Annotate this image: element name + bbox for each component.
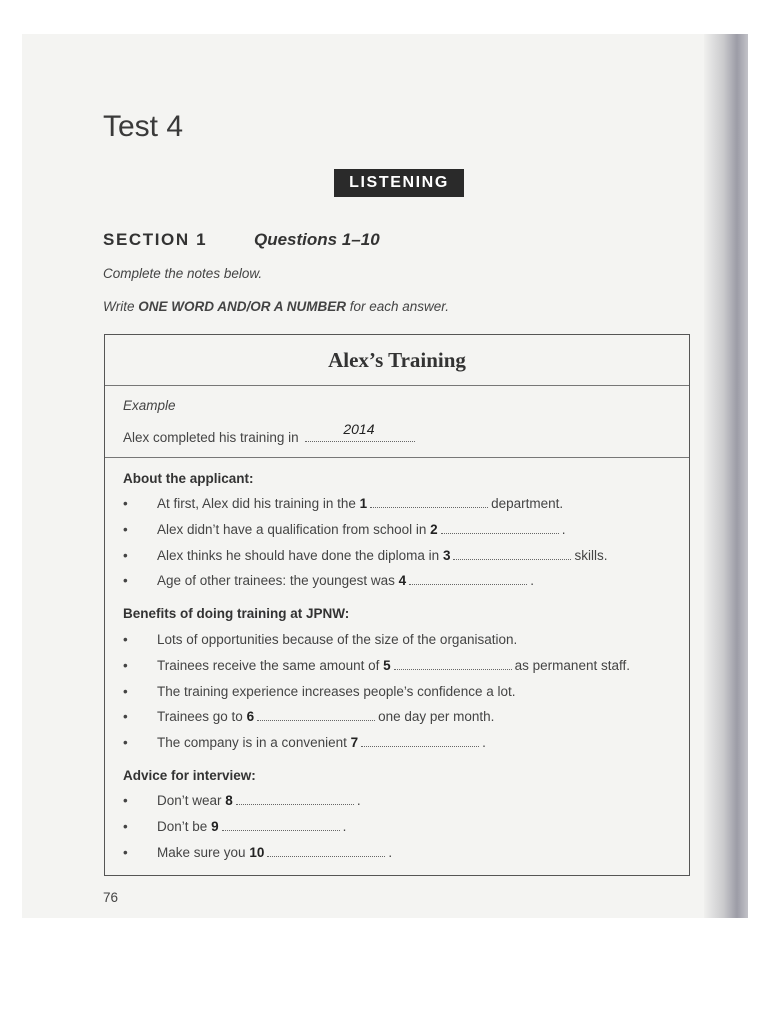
- question-number: 10: [249, 844, 265, 860]
- question-number: 6: [246, 709, 255, 725]
- list-item: [123, 632, 683, 647]
- item-text: Don’t be: [157, 818, 208, 834]
- group-heading: Advice for interview:: [123, 768, 256, 783]
- question-number: 8: [225, 793, 233, 808]
- item-text: Trainees receive the same amount of: [157, 657, 380, 673]
- answer-blank[interactable]: [222, 820, 340, 831]
- instruction-word-limit-bold: ONE WORD AND/OR A NUMBER: [138, 299, 346, 314]
- list-item: [123, 573, 683, 588]
- list-item: [123, 496, 683, 511]
- item-text: Don’t wear: [157, 793, 222, 808]
- list-item: [123, 522, 683, 537]
- item-text-after: skills.: [574, 547, 608, 563]
- answer-blank[interactable]: [441, 523, 559, 534]
- notes-box: [104, 334, 690, 876]
- item-text: Make sure you: [157, 844, 246, 860]
- item-text: The company is in a convenient: [157, 735, 347, 751]
- answer-blank[interactable]: [267, 846, 385, 857]
- list-item: [123, 658, 683, 673]
- notes-title: Alex’s Training: [105, 335, 689, 386]
- list-item: [123, 793, 683, 808]
- bullet-icon: •: [123, 632, 128, 647]
- question-number: 4: [398, 573, 407, 589]
- question-number: 7: [350, 735, 359, 751]
- item-text-after: one day per month.: [378, 709, 495, 725]
- instruction-complete-notes: Complete the notes below.: [103, 266, 263, 281]
- answer-blank[interactable]: [394, 659, 512, 670]
- bullet-icon: •: [123, 709, 128, 725]
- instruction-word-limit: [103, 299, 449, 314]
- bullet-icon: •: [123, 521, 128, 537]
- bullet-icon: •: [123, 657, 128, 673]
- questions-range: Questions 1–10: [254, 230, 380, 249]
- item-text-after: .: [561, 521, 566, 537]
- group-heading: Benefits of doing training at JPNW:: [123, 606, 350, 621]
- bullet-icon: •: [123, 818, 128, 834]
- item-text: The training experience increases people’s confidence a lot.: [157, 683, 516, 699]
- item-text: Lots of opportunities because of the size of the organisation.: [157, 632, 518, 647]
- test-title: Test 4: [103, 110, 184, 143]
- example-answer-blank: [305, 421, 415, 442]
- item-text: At first, Alex did his training in the: [157, 496, 356, 511]
- bullet-icon: •: [123, 735, 128, 751]
- answer-blank[interactable]: [361, 736, 479, 747]
- answer-blank[interactable]: [453, 549, 571, 560]
- question-number: 9: [211, 818, 219, 834]
- bullet-icon: •: [123, 793, 128, 808]
- item-text: Alex thinks he should have done the diploma in: [157, 547, 440, 563]
- list-item: [123, 548, 683, 563]
- item-text-after: .: [530, 573, 534, 589]
- example-label: Example: [123, 398, 176, 413]
- question-number: 3: [442, 547, 451, 563]
- section-heading: SECTION 1: [103, 230, 208, 249]
- group-heading: About the applicant:: [123, 471, 254, 486]
- list-item: [123, 709, 683, 724]
- question-number: 2: [430, 521, 438, 537]
- bullet-icon: •: [123, 496, 128, 511]
- book-spine-shadow: [704, 34, 748, 918]
- list-item: [123, 845, 683, 860]
- item-text-after: as permanent staff.: [514, 657, 630, 673]
- item-text-after: .: [482, 735, 486, 751]
- item-text-after: .: [356, 793, 361, 808]
- example-line: [123, 421, 415, 445]
- bullet-icon: •: [123, 844, 128, 860]
- question-number: 5: [383, 657, 391, 673]
- item-text-after: department.: [491, 496, 564, 511]
- instruction-suffix: for each answer.: [346, 299, 450, 314]
- instruction-prefix: Write: [103, 299, 139, 314]
- item-text: Trainees go to: [157, 709, 243, 725]
- example-text: Alex completed his training in: [123, 430, 299, 445]
- item-text-after: .: [388, 844, 393, 860]
- bullet-icon: •: [123, 547, 128, 563]
- answer-blank[interactable]: [257, 710, 375, 721]
- bullet-icon: •: [123, 573, 128, 589]
- bullet-icon: •: [123, 683, 128, 699]
- answer-blank[interactable]: [370, 497, 488, 508]
- question-number: 1: [359, 496, 368, 511]
- list-item: [123, 735, 683, 750]
- item-text: Age of other trainees: the youngest was: [157, 573, 395, 589]
- listening-banner: LISTENING: [334, 169, 464, 197]
- list-item: [123, 819, 683, 834]
- example-answer: 2014: [343, 421, 375, 437]
- item-text: Alex didn’t have a qualification from school in: [157, 521, 427, 537]
- answer-blank[interactable]: [236, 794, 354, 805]
- page-number: 76: [103, 890, 119, 905]
- example-area: [105, 385, 689, 458]
- item-text-after: .: [342, 818, 347, 834]
- answer-blank[interactable]: [409, 574, 527, 585]
- list-item: [123, 684, 683, 699]
